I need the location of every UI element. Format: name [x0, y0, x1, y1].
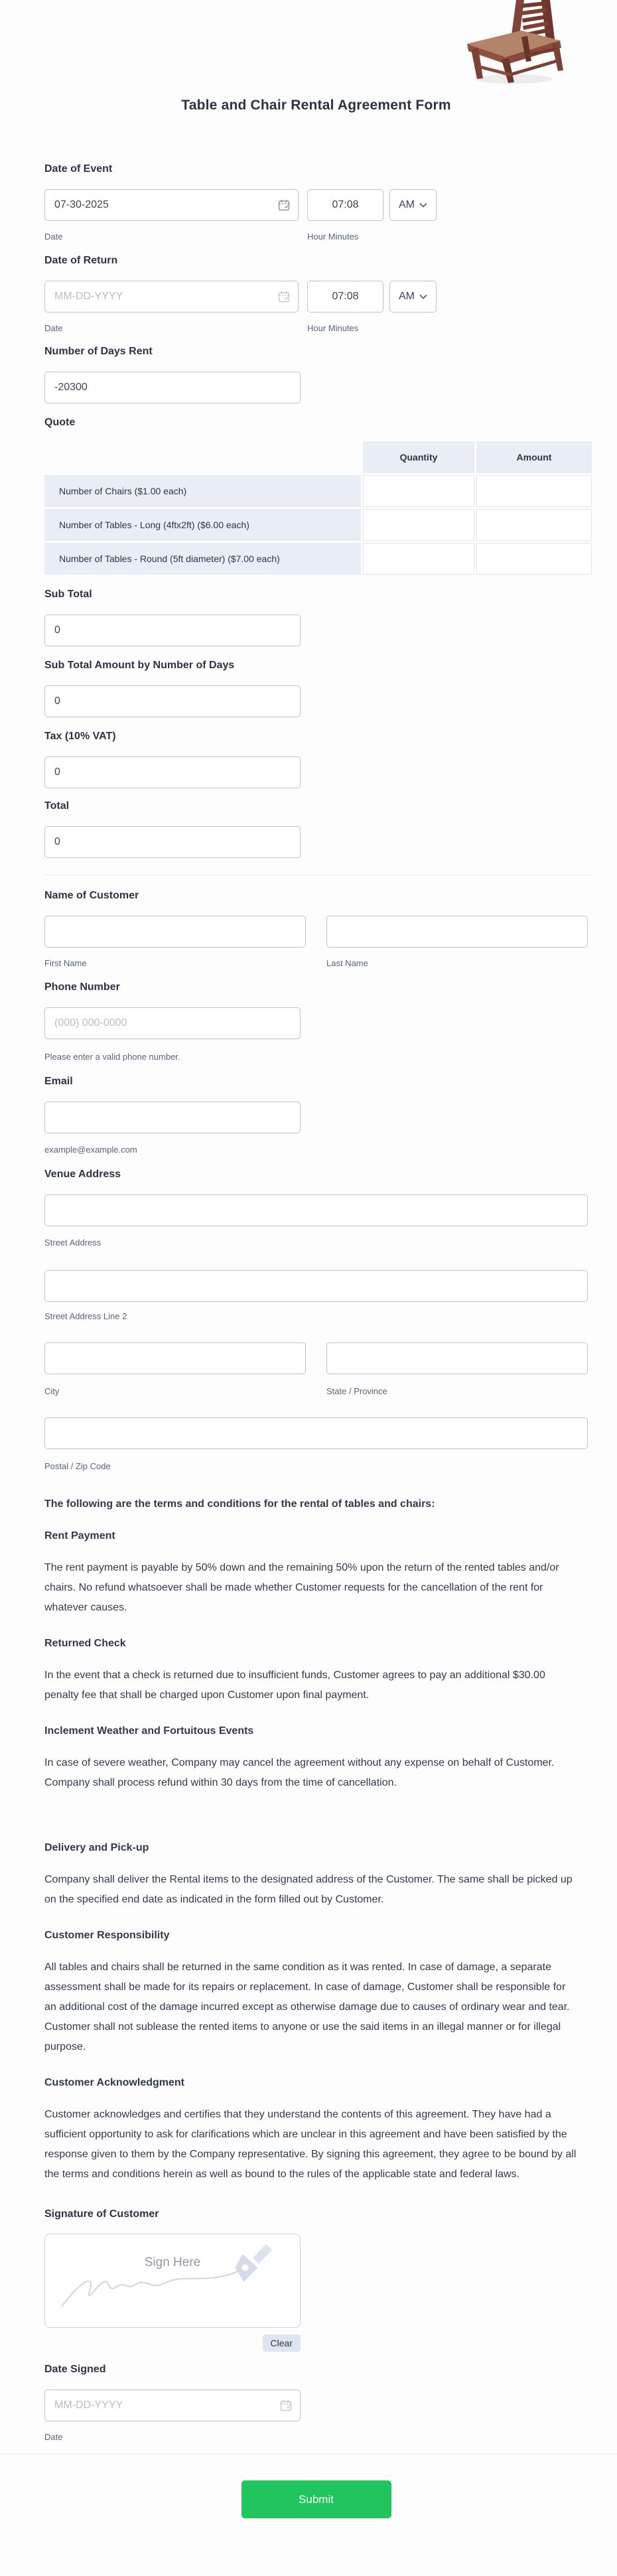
quote-tables-round-quantity-cell[interactable]: [363, 543, 474, 575]
event-date-sublabel: Date: [44, 232, 63, 242]
quote-chairs-quantity-cell[interactable]: [363, 475, 474, 507]
tax-input[interactable]: [44, 756, 301, 788]
field-sub-total-days: [44, 660, 588, 717]
email-input[interactable]: [44, 1102, 301, 1133]
city-input[interactable]: [44, 1342, 306, 1374]
field-phone: [44, 981, 588, 1062]
quote-table: [44, 441, 592, 575]
venue-address-label: Venue Address: [44, 1169, 121, 1180]
state-input[interactable]: [326, 1342, 588, 1374]
quote-chairs-amount-cell[interactable]: [476, 475, 592, 507]
city-sublabel: City: [44, 1386, 60, 1396]
phone-input[interactable]: [44, 1007, 301, 1039]
event-meridiem-select[interactable]: [389, 189, 437, 221]
calendar-icon[interactable]: [277, 290, 291, 303]
postal-input[interactable]: [44, 1417, 588, 1449]
footer-divider: [0, 2453, 617, 2454]
event-time-sublabel: Hour Minutes: [307, 232, 359, 242]
sign-here-text: Sign Here: [144, 2255, 201, 2269]
chair-image: [455, 0, 569, 85]
postal-sublabel: Postal / Zip Code: [44, 1461, 111, 1471]
total-input[interactable]: [44, 826, 301, 858]
term-heading: Delivery and Pick-up: [44, 1842, 149, 1853]
date-of-return-label: Date of Return: [44, 255, 118, 266]
field-email: [44, 1076, 588, 1155]
field-date-of-return: [44, 255, 588, 333]
field-quote: [44, 417, 588, 575]
quote-row-label: Number of Tables - Round (5ft diameter) ($7.00 each): [44, 543, 361, 575]
first-name-input[interactable]: [44, 916, 306, 948]
term-heading: Customer Responsibility: [44, 1930, 170, 1941]
term-body: All tables and chairs shall be returned in the same condition as it was rented. In case of damage, a separate assessment shall be made for its repairs or replacement. In case of damage, Customer shall be responsible for an additional cost of the damage incurred except as otherwise damage due to causes of ordinary wear and tear. Customer shall not sublease the rented items to anyone or use the said items in an illegal manner or for illegal purpose.: [44, 1962, 570, 2052]
phone-helper: Please enter a valid phone number.: [44, 1052, 180, 1062]
date-of-event-label: Date of Event: [44, 163, 113, 175]
term-heading: Returned Check: [44, 1638, 126, 1649]
return-date-sublabel: Date: [44, 323, 63, 333]
field-total: [44, 800, 588, 858]
street-address-sublabel: Street Address: [44, 1238, 102, 1248]
phone-label: Phone Number: [44, 981, 120, 993]
quote-tables-round-amount-cell[interactable]: [476, 543, 592, 575]
signature-label: Signature of Customer: [44, 2208, 159, 2220]
return-time-input[interactable]: [307, 281, 383, 313]
quote-tables-long-quantity-cell[interactable]: [363, 509, 474, 541]
quote-row-label: Number of Chairs ($1.00 each): [44, 475, 361, 507]
field-venue-address: [44, 1169, 588, 1471]
tax-label: Tax (10% VAT): [44, 731, 116, 742]
sub-total-label: Sub Total: [44, 589, 92, 600]
customer-name-label: Name of Customer: [44, 890, 139, 901]
clear-signature-button[interactable]: Clear: [263, 2334, 301, 2352]
date-signed-input[interactable]: [44, 2390, 301, 2421]
return-meridiem-value: AM: [399, 291, 415, 302]
field-signature: [44, 2208, 588, 2352]
sub-total-input[interactable]: [44, 614, 301, 646]
return-meridiem-select[interactable]: [389, 281, 437, 313]
term-heading: Customer Acknowledgment: [44, 2077, 184, 2088]
calendar-icon[interactable]: [279, 2399, 293, 2412]
quote-label: Quote: [44, 417, 76, 428]
signature-squiggle: [45, 2234, 300, 2327]
submit-row: [44, 2480, 588, 2551]
return-date-input[interactable]: [44, 281, 299, 313]
quote-row-label: Number of Tables - Long (4ftx2ft) ($6.00 each): [44, 509, 361, 541]
quote-col-quantity: Quantity: [363, 441, 474, 473]
email-helper: example@example.com: [44, 1145, 137, 1155]
term-heading: Inclement Weather and Fortuitous Events: [44, 1725, 254, 1737]
sub-total-days-input[interactable]: [44, 685, 301, 717]
form-header: [44, 0, 588, 149]
sub-total-days-label: Sub Total Amount by Number of Days: [44, 660, 235, 671]
days-rent-label: Number of Days Rent: [44, 346, 153, 357]
signature-pad[interactable]: [44, 2234, 301, 2328]
term-body: Company shall deliver the Rental items to the designated address of the Customer. The same shall be picked up on the specified end date as indicated in the form filled out by Customer.: [44, 1874, 573, 1905]
quote-header-spacer: [44, 441, 361, 473]
last-name-sublabel: Last Name: [326, 958, 368, 968]
submit-button[interactable]: Submit: [241, 2480, 391, 2518]
field-customer-name: [44, 890, 588, 968]
chevron-down-icon: [419, 202, 427, 208]
page-title: Table and Chair Rental Agreement Form: [181, 98, 451, 113]
event-time-input[interactable]: [307, 189, 383, 221]
date-signed-label: Date Signed: [44, 2364, 106, 2375]
days-rent-input[interactable]: [44, 372, 301, 403]
term-body: The rent payment is payable by 50% down and the remaining 50% upon the return of the rented tables and/or chairs. No refund whatsoever shall be made whether Customer requests for the cancellation of the rent for whatever causes.: [44, 1562, 559, 1613]
street-address2-sublabel: Street Address Line 2: [44, 1311, 127, 1321]
street-address2-input[interactable]: [44, 1270, 588, 1302]
term-body: In case of severe weather, Company may cancel the agreement without any expense on behalf of Customer. Company shall process refund within 30 days from the time of cancellation.: [44, 1757, 555, 1788]
first-name-sublabel: First Name: [44, 958, 87, 968]
field-tax: [44, 731, 588, 788]
term-body: In the event that a check is returned due to insufficient funds, Customer agrees to pay an additional $30.00 penalty fee that shall be charged upon Customer upon final payment.: [44, 1670, 545, 1701]
field-days-rent: [44, 346, 588, 403]
email-label: Email: [44, 1076, 73, 1087]
return-time-sublabel: Hour Minutes: [307, 323, 359, 333]
quote-col-amount: Amount: [476, 441, 592, 473]
term-body: Customer acknowledges and certifies that they understand the contents of this agreement. They have had a sufficient opportunity to ask for clarifications which are unclear in this agreement and have been satisfied by the response given to them by the Company representative. By signing this agreement, they agree to be bound by all the terms and conditions herein as well as bound to the rules of the applicable state and federal laws.: [44, 2109, 577, 2180]
total-label: Total: [44, 800, 70, 812]
field-date-signed: [44, 2364, 588, 2442]
street-address-input[interactable]: [44, 1194, 588, 1226]
date-signed-sublabel: Date: [44, 2432, 63, 2442]
terms-and-conditions: [44, 1498, 579, 2184]
quote-tables-long-amount-cell[interactable]: [476, 509, 592, 541]
event-meridiem-value: AM: [399, 199, 415, 210]
event-date-input[interactable]: [44, 189, 299, 221]
calendar-icon[interactable]: [277, 198, 291, 212]
state-sublabel: State / Province: [326, 1386, 387, 1396]
chevron-down-icon: [419, 294, 427, 299]
field-sub-total: [44, 589, 588, 646]
last-name-input[interactable]: [326, 916, 588, 948]
terms-intro: The following are the terms and conditions for the rental of tables and chairs:: [44, 1498, 435, 1510]
field-date-of-event: [44, 163, 588, 242]
term-heading: Rent Payment: [44, 1530, 115, 1541]
